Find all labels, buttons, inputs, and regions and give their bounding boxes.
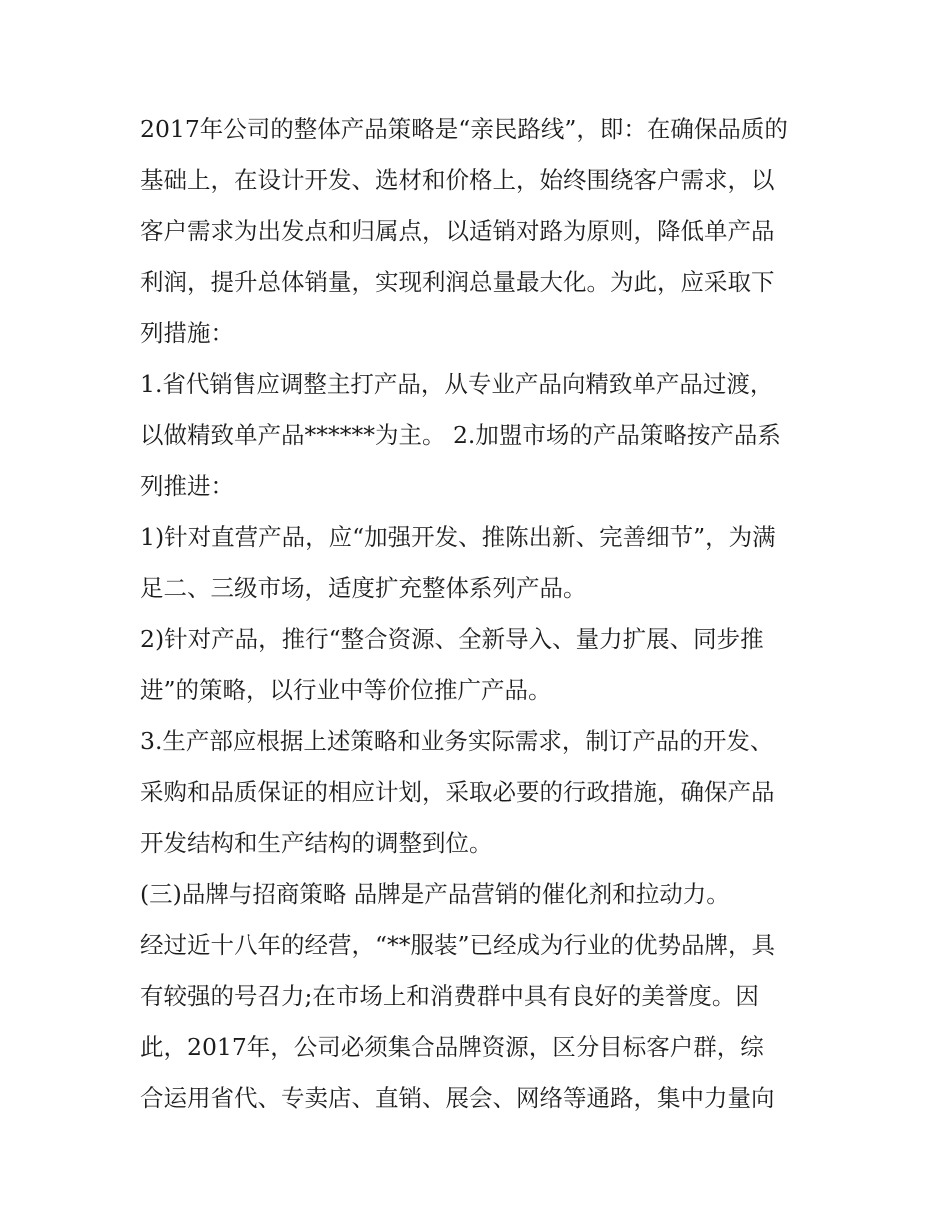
text-line: 足二、三级市场，适度扩充整体系列产品。 [140,574,587,602]
text-line: 基础上，在设计开发、选材和价格上，始终围绕客户需求，以 [140,166,775,194]
text-line: 2017年公司的整体产品策略是“亲民路线”，即：在确保品质的 [140,115,788,143]
text-line: 1)针对直营产品，应“加强开发、推陈出新、完善细节”，为满 [140,523,776,551]
text-line: 以做精致单产品******为主。 2.加盟市场的产品策略按产品系 [140,421,781,449]
text-line: 列措施： [140,319,234,347]
text-line: 有较强的号召力;在市场上和消费群中具有良好的美誉度。因 [140,982,759,1010]
text-line: 客户需求为出发点和归属点，以适销对路为原则，降低单产品 [140,217,775,245]
text-line: 1.省代销售应调整主打产品，从专业产品向精致单产品过渡， [140,370,774,398]
text-line: 开发结构和生产结构的调整到位。 [140,829,493,857]
document-body [140,104,820,1124]
text-line: (三)品牌与招商策略 品牌是产品营销的催化剂和拉动力。 [140,880,730,908]
text-line: 此，2017年，公司必须集合品牌资源，区分目标客户群，综 [140,1033,764,1061]
text-line: 3.生产部应根据上述策略和业务实际需求，制订产品的开发、 [140,727,774,755]
text-line: 经过近十八年的经营，“**服装”已经成为行业的优势品牌，具 [140,931,776,959]
text-line: 进”的策略，以行业中等价位推广产品。 [140,676,552,704]
text-line: 列推进： [140,472,234,500]
text-line: 利润，提升总体销量，实现利润总量最大化。为此，应采取下 [140,268,775,296]
text-line: 2)针对产品，推行“整合资源、全新导入、量力扩展、同步推 [140,625,764,653]
text-line: 采购和品质保证的相应计划，采取必要的行政措施，确保产品 [140,778,775,806]
text-line: 合运用省代、专卖店、直销、展会、网络等通路，集中力量向 [140,1084,775,1112]
